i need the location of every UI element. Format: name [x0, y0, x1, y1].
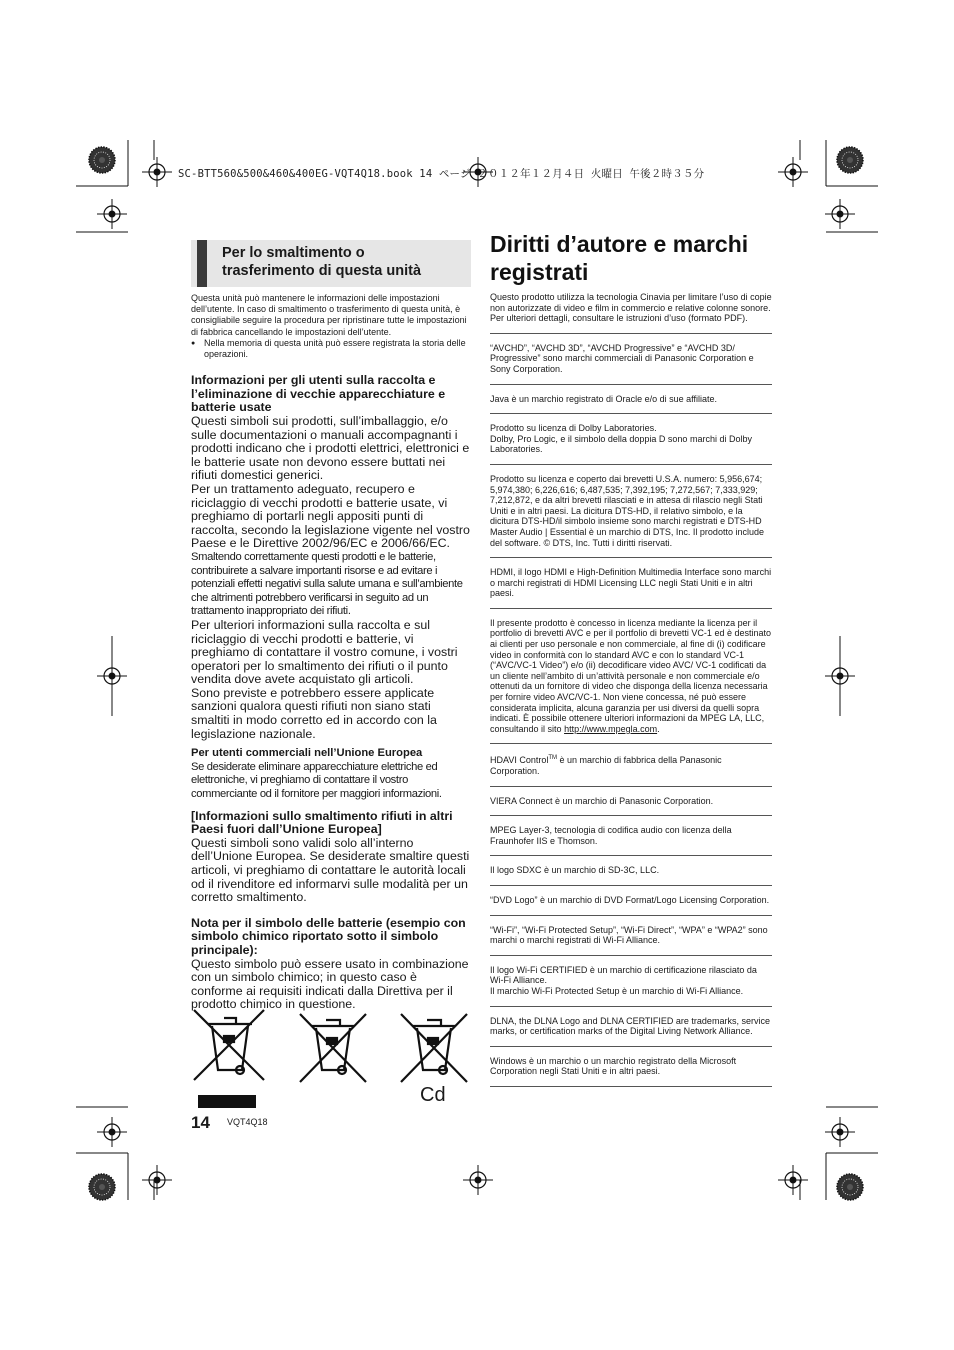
battery-chemical-bin-icon [397, 1010, 471, 1088]
section-heading [191, 240, 471, 287]
trademark-entry: “DVD Logo” è un marchio di DVD Format/Logo Licensing Corporation. [490, 895, 772, 916]
print-header: SC-BTT560&500&460&400EG-VQT4Q18.book 14 ページ ２０１２年１２月４日 火曜日 午後２時３５分 [178, 168, 705, 180]
trademark-entry: Questo prodotto utilizza la tecnologia Cinavia per limitare l’uso di copie non autorizzate di video e film in commercio e relative colonne sonore. Per ulteriori dettagli, consultare le istruzioni d’uso (formato PDF). [490, 292, 772, 334]
bullet-note: ● Nella memoria di questa unità può essere registrata la storia delle operazioni. [191, 338, 471, 360]
trademarks-column [490, 292, 772, 1096]
star-target-icon [837, 1174, 863, 1200]
crosshair-icon [778, 157, 808, 187]
intro-text: Questa unità può mantenere le informazioni delle impostazioni dell’utente. In caso di smaltimento o trasferimento di questa unità, è consigliabile seguire la procedura per ripristinare tutte le impostazioni di fabbrica cancellando le impostazioni dell’utente. [191, 293, 467, 337]
trademark-entry: HDMI, il logo HDMI e High-Definition Multimedia Interface sono marchi o marchi registrati di HDMI Licensing LLC negli Stati Uniti e in altri paesi. [490, 567, 772, 609]
crosshair-icon [142, 157, 172, 187]
trademark-entry: Il logo Wi-Fi CERTIFIED è un marchio di certificazione rilasciato da Wi-Fi Alliance. Il marchio Wi-Fi Protected Setup è un marchio di Wi-Fi Alliance. [490, 965, 772, 1007]
commercial-text: Se desiderate eliminare apparecchiature elettriche ed elettroniche, vi preghiamo di contattare il vostro commerciante od il fornitore per maggiori informazioni. [191, 760, 442, 801]
trademark-entry: DLNA, the DLNA Logo and DLNA CERTIFIED are trademarks, service marks, or certification marks of the Digital Living Network Alliance. [490, 1016, 772, 1047]
crop-mark-bottom-left [76, 1107, 154, 1200]
battery-heading: Nota per il simbolo delle batterie (esempio con simbolo chimico riportato sotto il simbolo principale): [191, 915, 466, 957]
trademark-entry: Prodotto su licenza di Dolby Laboratories. Dolby, Pro Logic, e il simbolo della doppia D sono marchi di Dolby Laboratories. [490, 423, 772, 465]
star-target-icon [89, 147, 115, 173]
crosshair-icon [97, 1117, 127, 1147]
star-target-icon [89, 1174, 115, 1200]
weee-bin-icon [190, 1006, 270, 1088]
section-title: Per lo smaltimento o trasferimento di questa unità [222, 245, 422, 279]
chemical-symbol: Cd [420, 1084, 446, 1106]
other-countries-heading: [Informazioni sullo smaltimento rifiuti in altri Paesi fuori dall’Unione Europea] [191, 808, 453, 837]
battery-text: Questo simbolo può essere usato in combinazione con un simbolo chimico; in questo caso è conforme ai requisiti indicati dalla Direttiva per il prodotto chimico in questione. [191, 956, 469, 1012]
trademark-entry: Il presente prodotto è concesso in licenza mediante la licenza per il portfolio di brevetti AVC e per il portfolio di brevetti VC-1 ed è destinato ai clienti per uso personale e non commerciale, al fine di (i) codificare video in conformità con lo standard AVC e con lo standard VC-1 (“AVC/VC-1 Video”) e/o (ii) decodificare video AVC/ VC-1 codificati da un cliente nell’ambito di un’attività personale e non commerciale e/o ottenuti da un fornitore di video che disponga della licenza necessaria per fornire video AVC/VC-1. Non viene concessa, né può essere considerata implicita, alcuna garanzia per usi diversi da quelli sopra indicati. È possibile ottenere ulteriori informazioni da MPEG LA, LLC, consultando il sito http://www.mpegla.com. [490, 618, 772, 745]
trademark-entry: Java è un marchio registrato di Oracle e/o di sue affiliate. [490, 394, 772, 415]
other-countries-text: Questi simboli sono validi solo all’interno dell’Unione Europea. Se desiderate smaltire questi articoli, vi preghiamo di contattare le autorità locali od il rivenditore ed informarvi sulle modalità per un corretto smaltimento. [191, 835, 470, 905]
page-number: 14 [191, 1113, 210, 1132]
info-paragraph: Per un trattamento adeguato, recupero e riciclaggio di vecchi prodotti e batterie usate, vi preghiamo di portarli negli appositi punti di raccolta, secondo la legislazione vigente nel vostro Paese e le Direttive 2002/96/EC e 2006/66/EC. [191, 481, 470, 551]
crop-mark-top-left [76, 140, 154, 232]
mpegla-link[interactable]: http://www.mpegla.com [564, 723, 658, 734]
trademark-entry: Il logo SDXC è un marchio di SD-3C, LLC. [490, 865, 772, 886]
trademark-entry: Windows è un marchio o un marchio registrato della Microsoft Corporation negli Stati Uniti e in altri paesi. [490, 1056, 772, 1087]
crosshair-icon [825, 199, 855, 229]
trademark-entry: “Wi-Fi”, “Wi-Fi Protected Setup”, “Wi-Fi Direct”, “WPA” e “WPA2” sono marchi o marchi registrati di Wi-Fi Alliance. [490, 925, 772, 956]
trademark-entry: Prodotto su licenza e coperto dai brevetti U.S.A. numero: 5,956,674; 5,974,380; 6,226,616; 6,487,535; 7,392,195; 7,272,567; 7,333,929; 7,212,872, e da altri brevetti rilasciati e in attesa di rilascio negli Stati Uniti e in altri paesi. La dicitura DTS-HD, il relativo simbolo, e la dicitura DTS-HD/il simbolo insieme sono marchi registrati e DTS-HD Master Audio | Essential è un marchio di DTS, Inc. Il prodotto include del software. © DTS, Inc. Tutti i diritti riservati. [490, 474, 772, 558]
crosshair-icon [97, 199, 127, 229]
crosshair-icon [463, 1165, 493, 1195]
page-title: Diritti d’autore e marchi registrati [490, 231, 749, 285]
info-paragraph: Per ulteriori informazioni sulla raccolta e sul riciclaggio di vecchi prodotti e batterie, vi preghiamo di contattare il vostro comune, i vostri operatori per lo smaltimento dei rifiuti o il punto vendita dove avete acquistato gli articoli. [191, 617, 458, 687]
disposal-column [191, 240, 471, 1012]
heading-bar [197, 240, 207, 287]
trademark-entry: HDAVI Control™ è un marchio di fabbrica della Panasonic Corporation. [490, 753, 772, 786]
trademark-entry: MPEG Layer-3, tecnologia di codifica audio con licenza della Fraunhofer IIS e Thomson. [490, 825, 772, 856]
trademark-entry: VIERA Connect è un marchio di Panasonic Corporation. [490, 796, 772, 817]
document-code: VQT4Q18 [227, 1117, 268, 1127]
battery-bin-icon [296, 1010, 370, 1088]
info-paragraph: Smaltendo correttamente questi prodotti e le batterie, contribuirete a salvare importanti risorse e ad evitare i potenziali effetti negativi sulla salute umana e sull’ambiente che altrimenti potrebbero verificarsi in seguito ad un trattamento inappropriato dei rifiuti. [191, 550, 463, 618]
commercial-heading: Per utenti commerciali nell’Unione Europea [191, 747, 423, 760]
crosshair-icon [142, 1165, 172, 1195]
info-paragraph: Questi simboli sui prodotti, sull’imballaggio, e/o sulle documentazioni o manuali accompagnanti i prodotti indicano che i prodotti elettrici, elettronici e le batterie usate non devono essere buttati nei rifiuti domestici generici. [191, 414, 470, 483]
info-heading: Informazioni per gli utenti sulla raccolta e l’eliminazione di vecchie apparecchiature e batterie usate [191, 373, 446, 415]
crosshair-icon [778, 1165, 808, 1195]
trademark-entry: “AVCHD”, “AVCHD 3D”, “AVCHD Progressive” e “AVCHD 3D/ Progressive” sono marchi commerciali di Panasonic Corporation e Sony Corporation. [490, 343, 772, 385]
info-paragraph: Sono previste e potrebbero essere applicate sanzioni qualora questi rifiuti non siano stati smaltiti in modo corretto ed in accordo con la legislazione nazionale. [191, 685, 437, 741]
star-target-icon [837, 147, 863, 173]
page-number-bar [198, 1095, 256, 1108]
crosshair-icon [825, 1117, 855, 1147]
